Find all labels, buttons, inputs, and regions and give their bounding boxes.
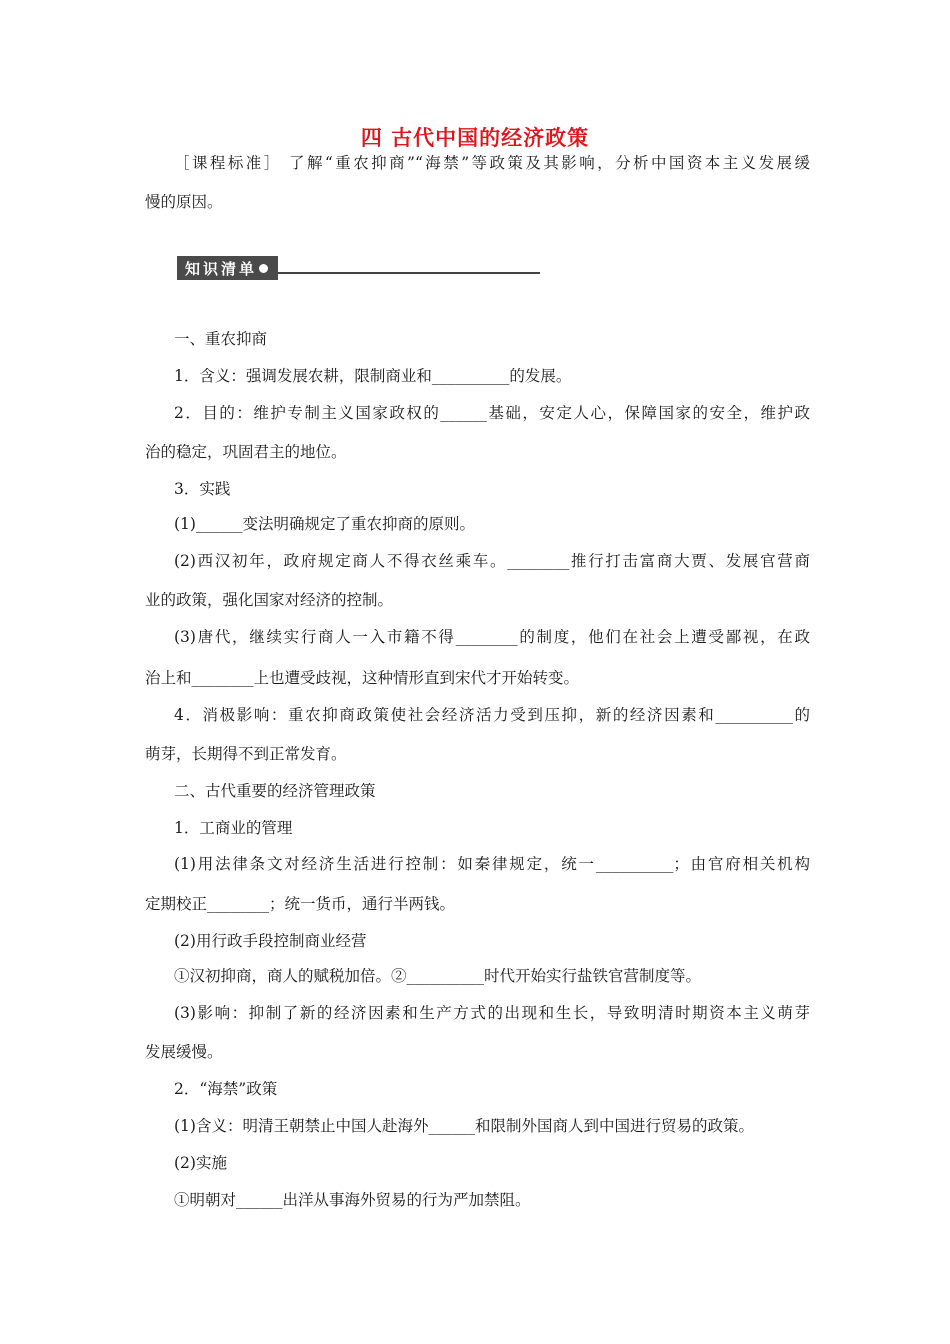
banner-divider — [278, 272, 540, 274]
paragraph-line: 萌芽，长期得不到正常发育。 — [145, 745, 347, 763]
paragraph-line: (2)实施 — [174, 1154, 227, 1172]
course-standard-line-1: ［课程标准］ 了解“重农抑商”“海禁”等政策及其影响，分析中国资本主义发展缓 — [174, 154, 810, 172]
paragraph-line: 3．实践 — [174, 480, 231, 498]
paragraph-line: (1)用法律条文对经济生活进行控制：如秦律规定，统一__________；由官府相关机构 — [174, 855, 810, 873]
banner-label: 知识清单 — [185, 259, 258, 278]
paragraph-line: 定期校正________；统一货币，通行半两钱。 — [145, 895, 456, 913]
paragraph-line: 治的稳定，巩固君主的地位。 — [145, 443, 347, 461]
paragraph-line: 2．“海禁”政策 — [174, 1080, 278, 1098]
paragraph-line: 1．含义：强调发展农耕，限制商业和__________的发展。 — [174, 367, 572, 385]
bullet-dot-icon — [259, 264, 268, 273]
paragraph-line: 发展缓慢。 — [145, 1043, 223, 1061]
paragraph-line: 4．消极影响：重农抑商政策使社会经济活力受到压抑，新的经济因素和__________的 — [174, 706, 810, 724]
paragraph-line: 1．工商业的管理 — [174, 819, 293, 837]
paragraph-line: 业的政策，强化国家对经济的控制。 — [145, 591, 394, 609]
paragraph-line: (3)唐代，继续实行商人一入市籍不得________的制度，他们在社会上遭受鄙视，在政 — [174, 628, 810, 646]
paragraph-line: (2)西汉初年，政府规定商人不得衣丝乘车。________推行打击富商大贾、发展官营商 — [174, 552, 810, 570]
paragraph-line: (2)用行政手段控制商业经营 — [174, 932, 367, 950]
paragraph-line: (1)______变法明确规定了重农抑商的原则。 — [174, 515, 475, 533]
banner-box — [177, 256, 278, 280]
paragraph-line: (1)含义：明清王朝禁止中国人赴海外______和限制外国商人到中国进行贸易的政策。 — [174, 1117, 754, 1135]
section-heading: 一、重农抑商 — [174, 330, 268, 348]
paragraph-line: ①明朝对______出洋从事海外贸易的行为严加禁阻。 — [174, 1191, 531, 1209]
paragraph-line: ①汉初抑商，商人的赋税加倍。②__________时代开始实行盐铁官营制度等。 — [174, 967, 702, 985]
paragraph-line: 2．目的：维护专制主义国家政权的______基础，安定人心，保障国家的安全，维护政 — [174, 404, 810, 422]
course-standard-line-2: 慢的原因。 — [145, 193, 223, 211]
page-title: 四 古代中国的经济政策 — [360, 126, 590, 150]
paragraph-line: (3)影响：抑制了新的经济因素和生产方式的出现和生长，导致明清时期资本主义萌芽 — [174, 1004, 810, 1022]
section-heading: 二、古代重要的经济管理政策 — [174, 782, 376, 800]
paragraph-line: 治上和________上也遭受歧视，这种情形直到宋代才开始转变。 — [145, 669, 580, 687]
knowledge-list-banner — [177, 256, 540, 280]
